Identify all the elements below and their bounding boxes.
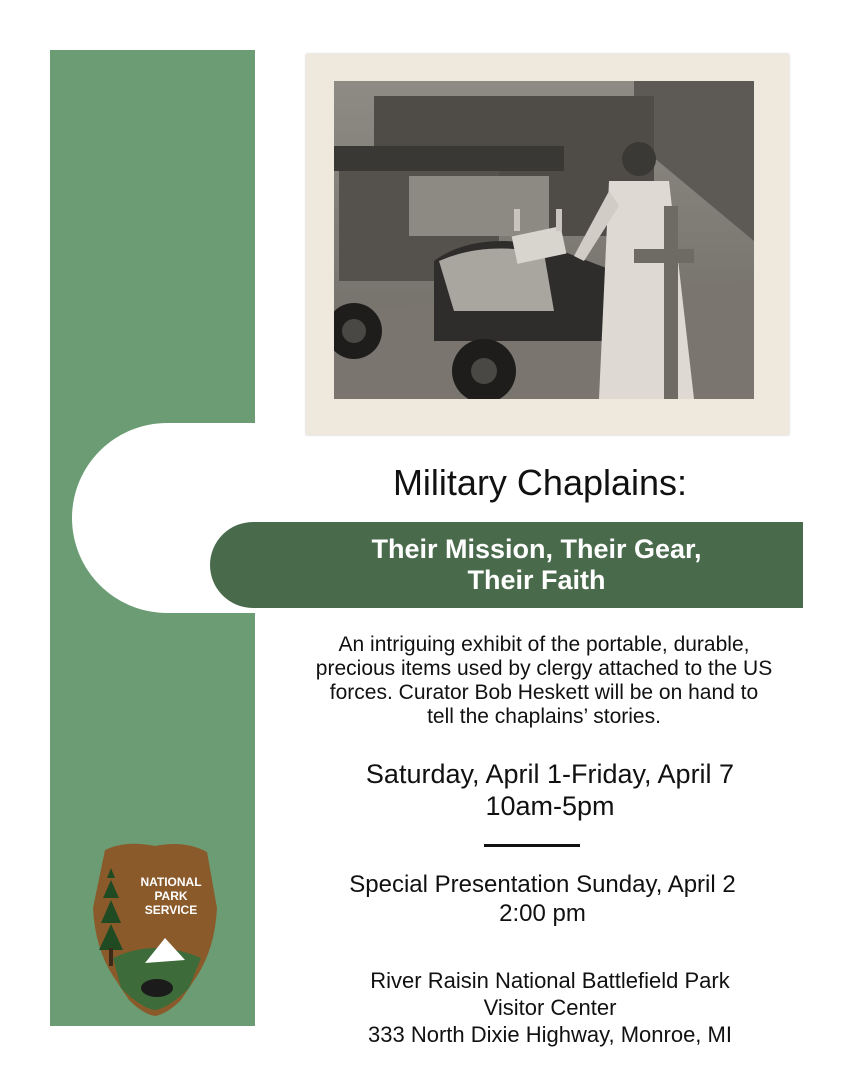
park-name: River Raisin National Battlefield Park: [370, 968, 730, 993]
description-line-1: An intriguing exhibit of the portable, durable,: [338, 633, 750, 656]
section-divider: [484, 844, 580, 847]
page-title: Military Chaplains:: [392, 462, 688, 503]
description-line-3: forces. Curator Bob Heskett will be on hand to: [329, 681, 759, 704]
logo-line-3: SERVICE: [144, 903, 198, 917]
venue-location: [300, 967, 800, 1048]
special-presentation-time: 2:00 pm: [499, 900, 586, 927]
venue-name: Visitor Center: [483, 995, 617, 1020]
date-range: Saturday, April 1-Friday, April 7: [365, 759, 735, 789]
street-address: 333 North Dixie Highway, Monroe, MI: [368, 1022, 732, 1047]
logo-line-1: NATIONAL: [140, 875, 202, 889]
special-presentation-date: Special Presentation Sunday, April 2: [349, 871, 736, 898]
exhibit-hours: 10am-5pm: [485, 791, 615, 821]
banner-text: [327, 534, 747, 596]
logo-line-2: PARK: [154, 889, 188, 903]
exhibit-description: [270, 633, 818, 729]
banner-line-1: Their Mission, Their Gear,: [371, 534, 702, 564]
description-line-2: precious items used by clergy attached to the US: [315, 657, 773, 680]
exhibit-dates: [300, 758, 800, 822]
banner-line-2: Their Faith: [467, 565, 606, 595]
historic-photo: [306, 54, 789, 435]
chaplain-jeep-photo: [334, 81, 754, 399]
description-line-4: tell the chaplains’ stories.: [427, 705, 661, 728]
special-presentation: [290, 870, 795, 928]
subtitle-banner: [210, 522, 803, 608]
nps-arrowhead-icon: [85, 838, 225, 1018]
